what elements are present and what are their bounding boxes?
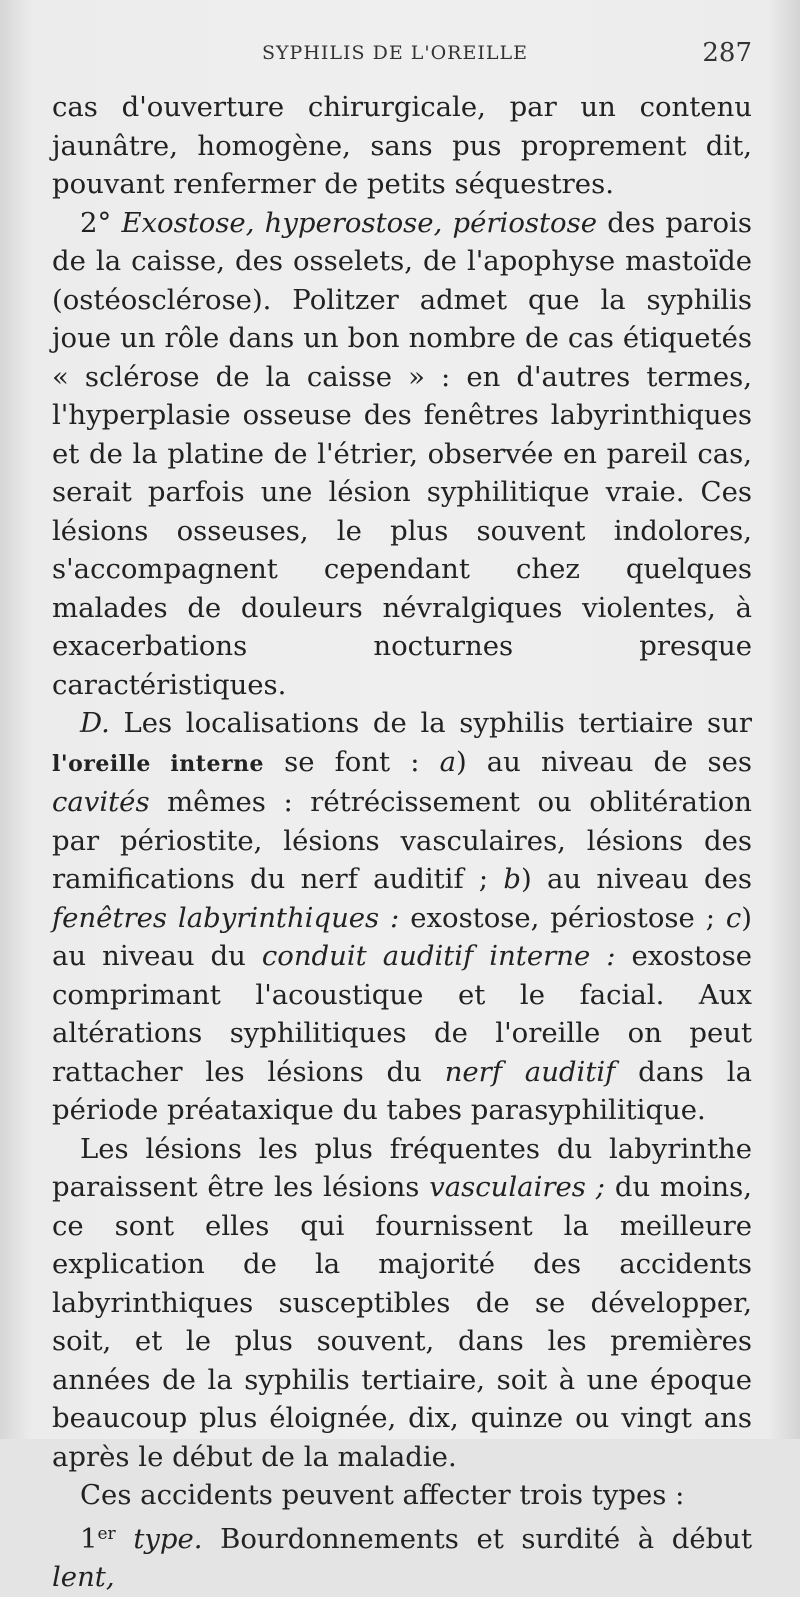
exostose-heading: Exostose, hyperostose, périostose [121, 206, 597, 239]
paragraph-3-text-5: ) au niveau des [521, 863, 752, 895]
vasculaires-italic: vasculaires ; [429, 1171, 606, 1203]
type-italic: type. [133, 1522, 203, 1555]
paragraph-4-text-2: du moins, ce sont elles qui fournissent la meilleure explication de la majorité des accidents labyrinthiques susceptibles de se développer, soit, et le plus souvent, dans les premières années de la syphilis tertiaire, soit à une époque beaucoup plus éloignée, dix, quinze ou vingt ans après le début de la maladie. [52, 1171, 752, 1473]
paragraph-5-text: Ces accidents peuvent affecter trois types : [80, 1479, 685, 1511]
paragraph-3-text-2: se font : [264, 745, 440, 778]
item-c: c [725, 901, 742, 934]
paragraph-5 [52, 1476, 752, 1515]
paragraph-4 [52, 1130, 752, 1477]
paragraph-2-text: des parois de la caisse, des osselets, de l'apophyse mastoïde (ostéosclérose). Politzer admet que la syphilis joue un rôle dans un bon nombre de cas étiquetés « sclérose de la caisse » : en d'autres termes, l'hyperplasie osseuse des fenêtres labyrinthiques et de la platine de l'étrier, observée en pareil cas, serait parfois une lésion syphilitique vraie. Ces lésions osseuses, le plus souvent indolores, s'accompagnent cependant chez quelques malades de douleurs névralgiques violentes, à exacerbations nocturnes presque caractéristiques. [52, 206, 752, 701]
item-b: b [503, 863, 522, 895]
paragraph-2 [52, 204, 752, 705]
page-header [0, 38, 800, 74]
paragraph-3 [52, 704, 752, 1130]
nerf-auditif-italic: nerf auditif [444, 1055, 616, 1088]
conduit-italic: conduit auditif interne : [261, 940, 616, 972]
paragraph-1 [52, 88, 752, 204]
item-number-2: 2° [80, 206, 122, 239]
paragraph-1-text: cas d'ouverture chirurgicale, par un contenu jaunâtre, homogène, sans pus proprement dit, pouvant renfermer de petits séquestres. [52, 91, 752, 200]
paragraph-6-text: Bourdonnements et surdité à début [202, 1522, 752, 1555]
fenetres-italic: fenêtres labyrinthiques : [52, 901, 400, 934]
paragraph-3-text-4: mêmes : rétrécissement ou oblitération par périostite, lésions vasculaires, lésions des ramifications du nerf auditif ; [52, 786, 752, 895]
paragraph-6 [52, 1515, 752, 1597]
cavites-italic: cavités [52, 786, 150, 818]
type-ordinal-sup: er [97, 1523, 116, 1544]
type-number: 1 [80, 1522, 98, 1555]
section-letter-d: D. [80, 707, 110, 739]
paragraph-3-text-9: dans la période préataxique du tabes parasyphilitique. [52, 1055, 752, 1126]
running-title: SYPHILIS DE L'OREILLE [262, 42, 528, 64]
paragraph-3-text-8: exostose comprimant l'acoustique et le facial. Aux altérations syphilitiques de l'oreille on peut rattacher les lésions du [52, 940, 752, 1088]
item-a: a [439, 745, 456, 778]
paragraph-4-text-1: Les lésions les plus fréquentes du labyrinthe paraissent être les lésions [52, 1132, 752, 1203]
body-text [52, 88, 752, 1597]
page-number: 287 [702, 38, 752, 68]
paragraph-3-text-6: exostose, périostose ; [399, 901, 726, 934]
paragraph-3-text-3: ) au niveau de ses [455, 745, 752, 778]
oreille-interne-bold: l'oreille interne [52, 750, 265, 777]
paragraph-3-text-1: Les localisations de la syphilis tertiaire sur [109, 707, 752, 739]
paragraph-3-text-7: ) au niveau du [52, 901, 752, 972]
lent-italic: lent, [52, 1561, 115, 1593]
